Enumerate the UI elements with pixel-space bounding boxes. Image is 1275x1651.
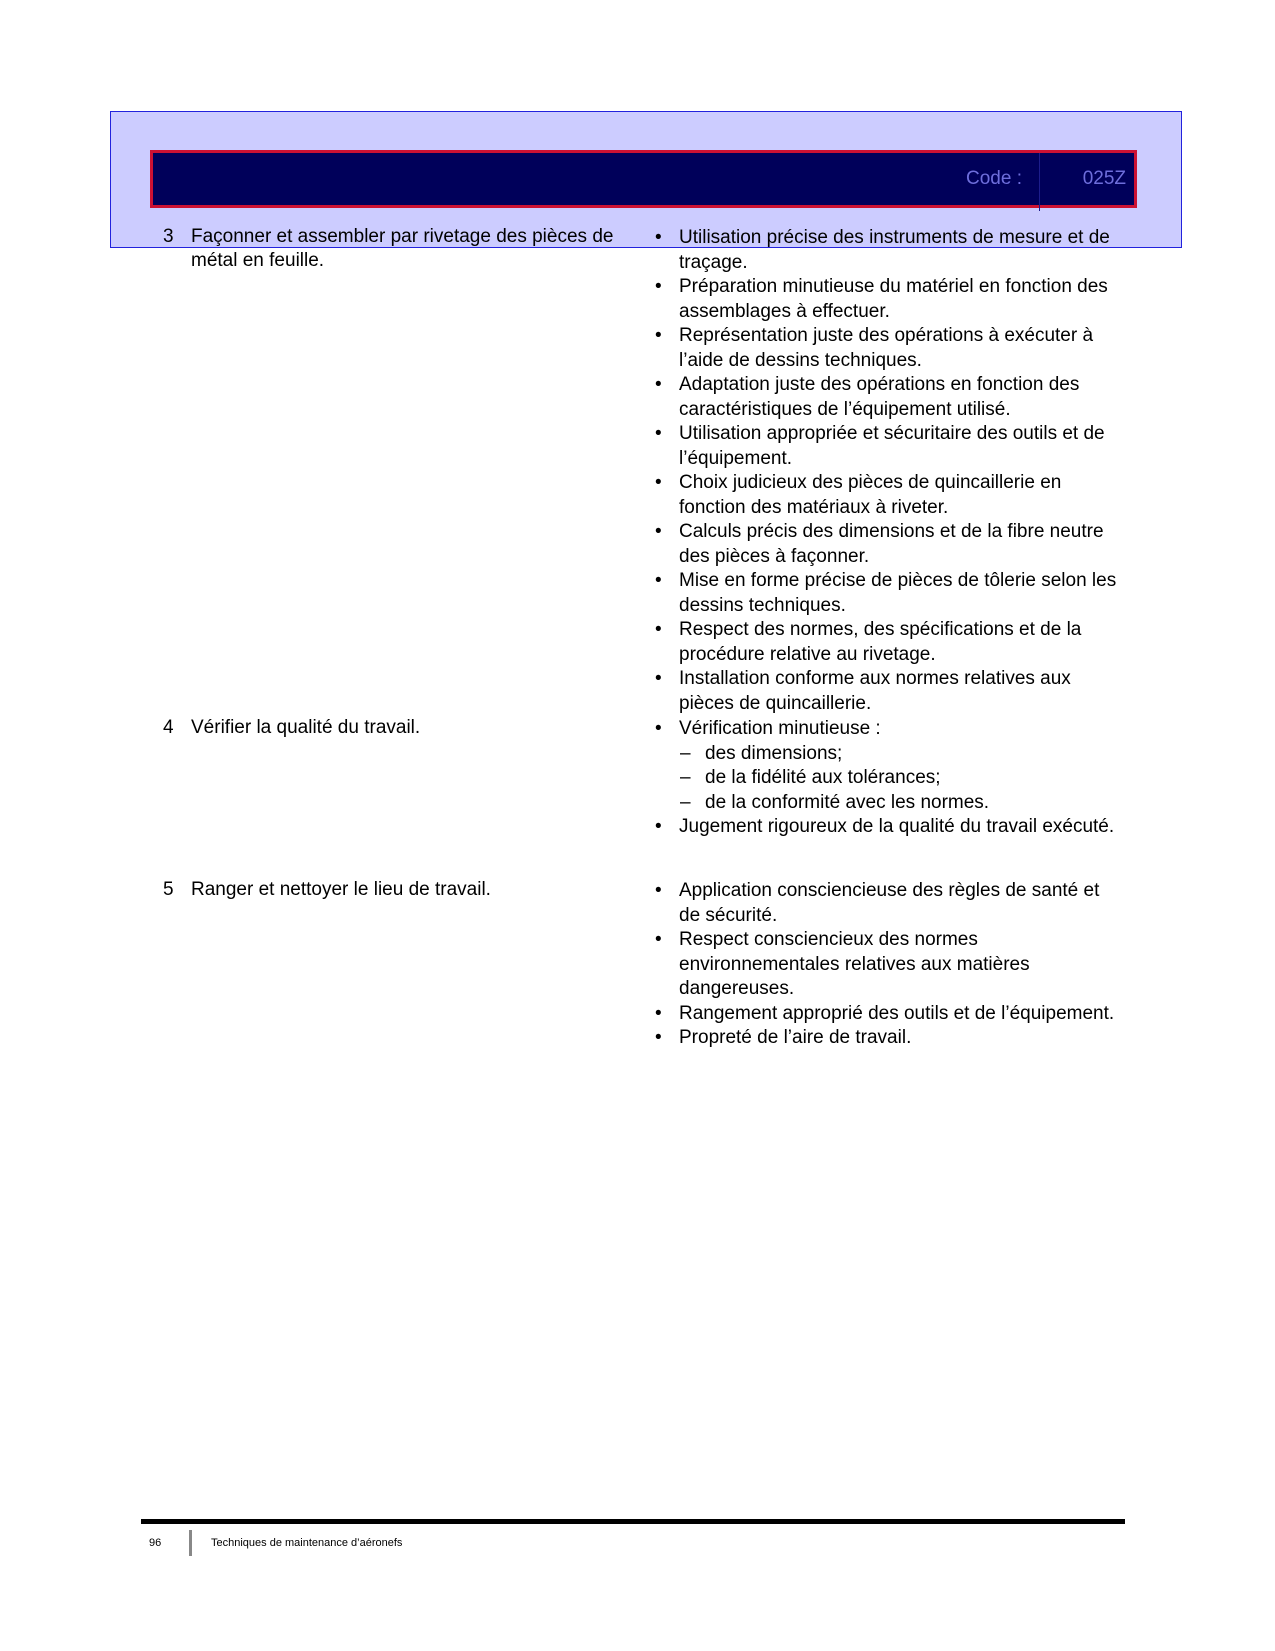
bullet-icon: • <box>655 668 662 689</box>
criterion-item <box>655 815 1125 840</box>
criterion-text: Installation conforme aux normes relatives aux pièces de quincaillerie. <box>679 668 1071 714</box>
criterion-text: Vérification minutieuse : <box>679 718 881 739</box>
bullet-icon: • <box>655 325 662 346</box>
criterion-text: Choix judicieux des pièces de quincaillerie en fonction des matériaux à riveter. <box>679 472 1062 518</box>
criterion-item <box>655 618 1125 667</box>
sub-criterion-text: des dimensions; <box>705 742 843 764</box>
criterion-item <box>655 324 1125 373</box>
criterion-item <box>655 422 1125 471</box>
criterion-text: Respect des normes, des spécifications et de la procédure relative au rivetage. <box>679 619 1082 665</box>
bullet-icon: • <box>655 1027 662 1048</box>
bullet-icon: • <box>655 276 662 297</box>
criterion-item <box>655 226 1125 275</box>
step-description: Ranger et nettoyer le lieu de travail. <box>191 879 491 900</box>
criterion-text: Jugement rigoureux de la qualité du travail exécuté. <box>679 816 1115 837</box>
bullet-icon: • <box>655 570 662 591</box>
criterion-item <box>655 1026 1125 1051</box>
sub-criterion-item <box>655 742 1125 767</box>
criterion-item <box>655 928 1125 1002</box>
criterion-item <box>655 667 1125 716</box>
footer-rule <box>141 1519 1125 1524</box>
criterion-text: Adaptation juste des opérations en fonction des caractéristiques de l’équipement utilisé. <box>679 374 1080 420</box>
code-divider <box>1039 153 1040 211</box>
bullet-icon: • <box>655 227 662 248</box>
bullet-icon: • <box>655 472 662 493</box>
criterion-item <box>655 373 1125 422</box>
bullet-icon: • <box>655 718 662 739</box>
step-number: 4 <box>163 717 174 738</box>
sub-criterion-text: de la fidélité aux tolérances; <box>705 767 941 788</box>
code-bar <box>150 150 1137 208</box>
bullet-icon: • <box>655 423 662 444</box>
bullet-icon: • <box>655 880 662 901</box>
criterion-item <box>655 717 1125 742</box>
dash-icon: – <box>680 791 691 813</box>
criteria-list-3 <box>655 226 1125 716</box>
footer-page-number: 96 <box>149 1537 162 1549</box>
criterion-item <box>655 471 1125 520</box>
footer-document-title: Techniques de maintenance d’aéronefs <box>211 1537 403 1549</box>
criterion-text: Mise en forme précise de pièces de tôlerie selon les dessins techniques. <box>679 570 1117 616</box>
criterion-text: Application consciencieuse des règles de santé et de sécurité. <box>679 880 1100 926</box>
criteria-list-4 <box>655 717 1125 840</box>
sub-criterion-item <box>655 791 1125 816</box>
criterion-item <box>655 275 1125 324</box>
bullet-icon: • <box>655 929 662 950</box>
criterion-text: Préparation minutieuse du matériel en fonction des assemblages à effectuer. <box>679 276 1108 322</box>
code-label: Code : <box>966 168 1022 189</box>
step-description: Vérifier la qualité du travail. <box>191 717 421 738</box>
bullet-icon: • <box>655 619 662 640</box>
criterion-text: Utilisation précise des instruments de mesure et de traçage. <box>679 227 1110 273</box>
step-number: 5 <box>163 879 174 900</box>
bullet-icon: • <box>655 374 662 395</box>
criterion-text: Calculs précis des dimensions et de la fibre neutre des pièces à façonner. <box>679 521 1104 567</box>
criterion-text: Propreté de l’aire de travail. <box>679 1027 912 1048</box>
dash-icon: – <box>680 742 691 764</box>
step-description: Façonner et assembler par rivetage des pièces de métal en feuille. <box>191 226 614 271</box>
code-value: 025Z <box>1082 168 1126 189</box>
criteria-list-5 <box>655 879 1125 1051</box>
criterion-item <box>655 1002 1125 1027</box>
footer-separator <box>189 1530 192 1556</box>
criterion-text: Représentation juste des opérations à exécuter à l’aide de dessins techniques. <box>679 325 1094 371</box>
bullet-icon: • <box>655 521 662 542</box>
sub-criterion-item <box>655 766 1125 791</box>
dash-icon: – <box>680 767 691 788</box>
criterion-item <box>655 569 1125 618</box>
criterion-text: Utilisation appropriée et sécuritaire des outils et de l’équipement. <box>679 423 1105 469</box>
bullet-icon: • <box>655 816 662 837</box>
criterion-text: Respect consciencieux des normes environnementales relatives aux matières dangereuses. <box>679 929 1030 999</box>
sub-criterion-text: de la conformité avec les normes. <box>705 791 990 813</box>
criterion-item <box>655 520 1125 569</box>
criterion-text: Rangement approprié des outils et de l’équipement. <box>679 1002 1115 1024</box>
step-number: 3 <box>163 226 174 247</box>
criterion-item <box>655 879 1125 928</box>
bullet-icon: • <box>655 1002 662 1024</box>
